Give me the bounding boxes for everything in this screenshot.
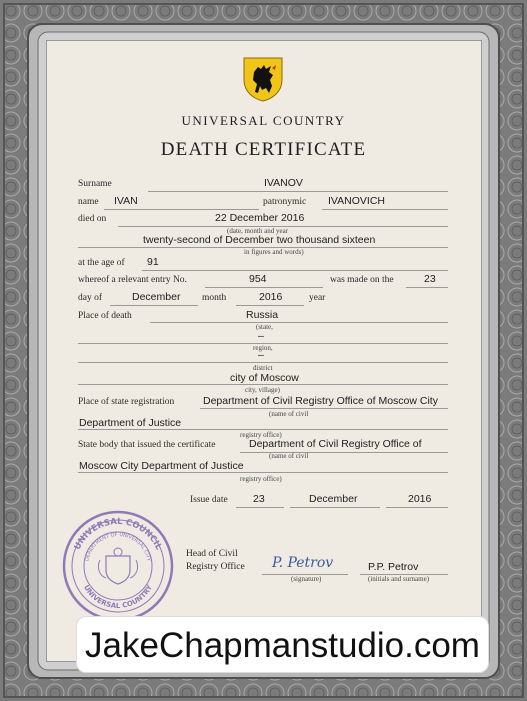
place-state-value: Russia [246, 309, 279, 321]
civil-hint-2: (name of civil [269, 452, 309, 460]
entry-label: whereof a relevant entry No. [78, 275, 187, 285]
entry-month-value: December [132, 291, 181, 303]
signature: P. Petrov [272, 555, 334, 571]
district-line [78, 362, 448, 363]
official-name: P.P. Petrov [368, 561, 419, 573]
death-date-value: 22 December 2016 [215, 212, 305, 224]
registration-office-2: Department of Justice [79, 417, 182, 429]
registry-hint-2: registry office) [240, 475, 282, 483]
city-line [78, 384, 448, 385]
issuer-value-2: Moscow City Department of Justice [79, 460, 244, 472]
registry-hint-1: registry office) [240, 431, 282, 439]
document-title: DEATH CERTIFICATE [160, 139, 367, 160]
died-on-label: died on [78, 214, 107, 224]
head-label-line-1: Head of Civil [186, 549, 238, 559]
age-line [142, 270, 448, 271]
head-label-line-2: Registry Office [186, 562, 245, 572]
issuer-line-2 [78, 472, 448, 473]
entry-day-line [406, 287, 448, 288]
year-label: year [309, 293, 326, 303]
words-hint: in figures and words) [244, 248, 304, 256]
registration-office-1: Department of Civil Registry Office of Moscow City [203, 395, 438, 407]
surname-line [148, 191, 448, 192]
patronymic-value: IVANOVICH [328, 195, 385, 207]
surname-label: Surname [78, 179, 112, 189]
district-hint: district [253, 364, 273, 372]
country-heading: UNIVERSAL COUNTRY [181, 113, 346, 128]
state-hint: (state, [256, 323, 273, 331]
issuer-label: State body that issued the certificate [78, 440, 216, 450]
region-hint: region, [253, 344, 273, 352]
issue-day-value: 23 [253, 493, 265, 505]
name-value: IVAN [114, 195, 138, 207]
patronymic-line [322, 209, 448, 210]
name-label: name [78, 197, 99, 207]
watermark-banner [76, 616, 489, 673]
place-region-value: – [258, 330, 264, 342]
signature-hint: (signature) [291, 575, 322, 583]
issue-year-line [386, 507, 448, 508]
issue-date-label: Issue date [190, 495, 228, 505]
issue-day-line [236, 507, 284, 508]
place-district-value: – [258, 349, 264, 361]
seal-outer-bottom-text: UNIVERSAL COUNTRY [82, 583, 154, 611]
entry-year-value: 2016 [259, 291, 283, 303]
issue-year-value: 2016 [408, 493, 432, 505]
watermark-text: JakeChapmanstudio.com [85, 626, 480, 665]
issue-month-line [290, 507, 380, 508]
registration-line-2 [78, 429, 448, 430]
made-on-label: was made on the [330, 275, 394, 285]
registration-line-1 [200, 408, 448, 409]
entry-month-line [110, 305, 198, 306]
seal-inner-top-text: DEPARTMENT OF UNIVERSAL CITY [84, 531, 152, 562]
issue-month-value: December [309, 493, 358, 505]
patronymic-label: patronymic [263, 197, 307, 207]
svg-text:UNIVERSAL COUNTRY [82, 583, 154, 610]
svg-text:DEPARTMENT OF UNIVERSAL CITY [84, 532, 151, 563]
date-hint: (date, month and year [227, 227, 289, 235]
issuer-value-1: Department of Civil Registry Office of [249, 438, 422, 450]
month-label: month [202, 293, 227, 303]
seal-outer-top-text: UNIVERSAL COUNCIL [72, 516, 164, 552]
entry-no-value: 954 [249, 273, 267, 285]
initials-hint: (initials and surname) [368, 575, 430, 583]
name-line [104, 209, 259, 210]
age-value: 91 [147, 256, 159, 268]
day-of-label: day of [78, 293, 103, 303]
entry-day-value: 23 [424, 273, 436, 285]
city-hint: city, village) [245, 386, 280, 394]
surname-value: IVANOV [264, 177, 303, 189]
registration-label: Place of state registration [78, 397, 175, 407]
place-city-value: city of Moscow [230, 372, 299, 384]
civil-hint-1: (name of civil [269, 410, 309, 418]
age-label: at the age of [78, 258, 125, 268]
state-line [150, 322, 448, 323]
place-of-death-label: Place of death [78, 311, 132, 321]
official-seal-icon [62, 510, 174, 622]
death-date-words: twenty-second of December two thousand sixteen [143, 234, 376, 246]
entry-no-line [205, 287, 323, 288]
lion-crest-icon [242, 56, 284, 102]
entry-year-line [236, 305, 304, 306]
